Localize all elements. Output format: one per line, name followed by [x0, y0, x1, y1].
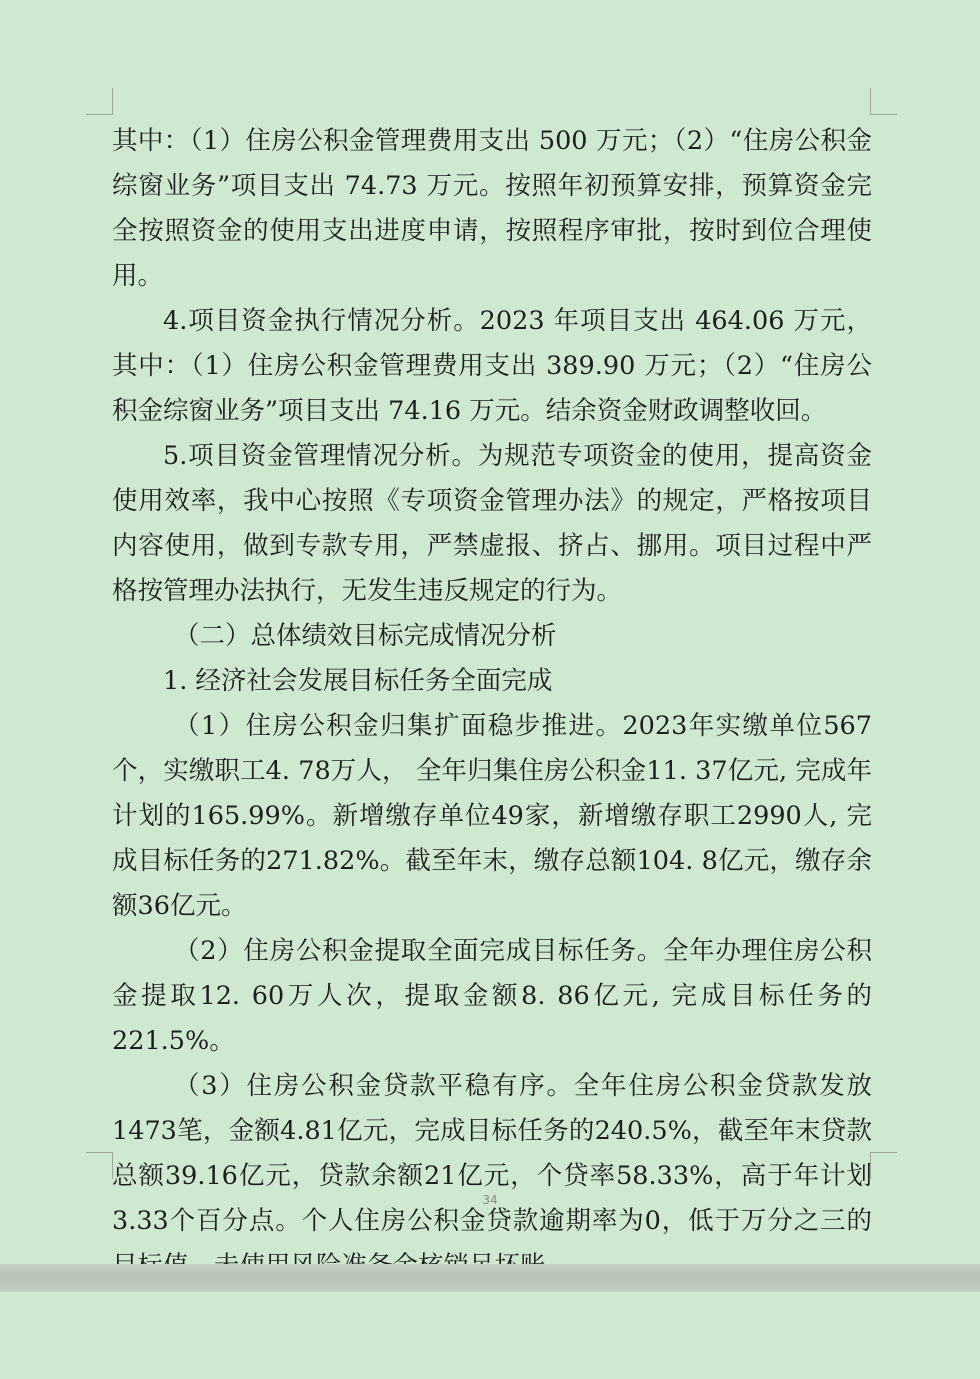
section-heading-performance: （二）总体绩效目标完成情况分析	[174, 621, 557, 651]
subheading-economic-goals: 1. 经济社会发展目标任务全面完成	[163, 666, 553, 696]
paragraph-fund-management: 5.项目资金管理情况分析。为规范专项资金的使用，提高资金使用效率，我中心按照《专项资金管理办法》的规定，严格按项目内容使用，做到专款专用，严禁虚报、挤占、挪用。项目过程中严格按管理办法执行，无发生违反规定的行为。	[112, 441, 872, 606]
crop-mark-top-left	[86, 88, 113, 115]
paragraph-expenditure-breakdown: 其中：（1）住房公积金管理费用支出 500 万元；（2）“住房公积金综窗业务”项目支出 74.73 万元。按照年初预算安排，预算资金完全按照资金的使用支出进度申请，按照程序审批，按时到位合理使用。	[112, 126, 872, 291]
paragraph-fund-execution: 4.项目资金执行情况分析。2023 年项目支出 464.06 万元，其中：（1）住房公积金管理费用支出 389.90 万元；（2）“住房公积金综窗业务”项目支出 74.16 万元。结余资金财政调整收回。	[112, 306, 872, 426]
paragraph-fund-collection: （1）住房公积金归集扩面稳步推进。2023年实缴单位567个，实缴职工4. 78万人， 全年归集住房公积金11. 37亿元, 完成年计划的165.99%。新增缴存单位49家，新增缴存职工2990人, 完成目标任务的271.82%。截至年末，缴存总额104. 8亿元，缴存余额36亿元。	[112, 711, 872, 921]
page-number: 34	[482, 1193, 498, 1207]
next-page	[0, 1292, 980, 1379]
crop-mark-bottom-right	[870, 1152, 897, 1179]
document-body	[112, 119, 872, 1289]
crop-mark-bottom-left	[86, 1152, 113, 1179]
page-separator	[0, 1264, 980, 1292]
crop-mark-top-right	[870, 88, 897, 115]
paragraph-fund-withdrawal: （2）住房公积金提取全面完成目标任务。全年办理住房公积金提取12. 60万人次，提取金额8. 86亿元, 完成目标任务的221.5%。	[112, 936, 872, 1056]
paragraph-fund-loans: （3）住房公积金贷款平稳有序。全年住房公积金贷款发放1473笔，金额4.81亿元，完成目标任务的240.5%，截至年末贷款总额39.16亿元，贷款余额21亿元，个贷率58.33%，高于年计划3.33个百分点。个人住房公积金贷款逾期率为0，低于万分之三的	[112, 1071, 872, 1236]
